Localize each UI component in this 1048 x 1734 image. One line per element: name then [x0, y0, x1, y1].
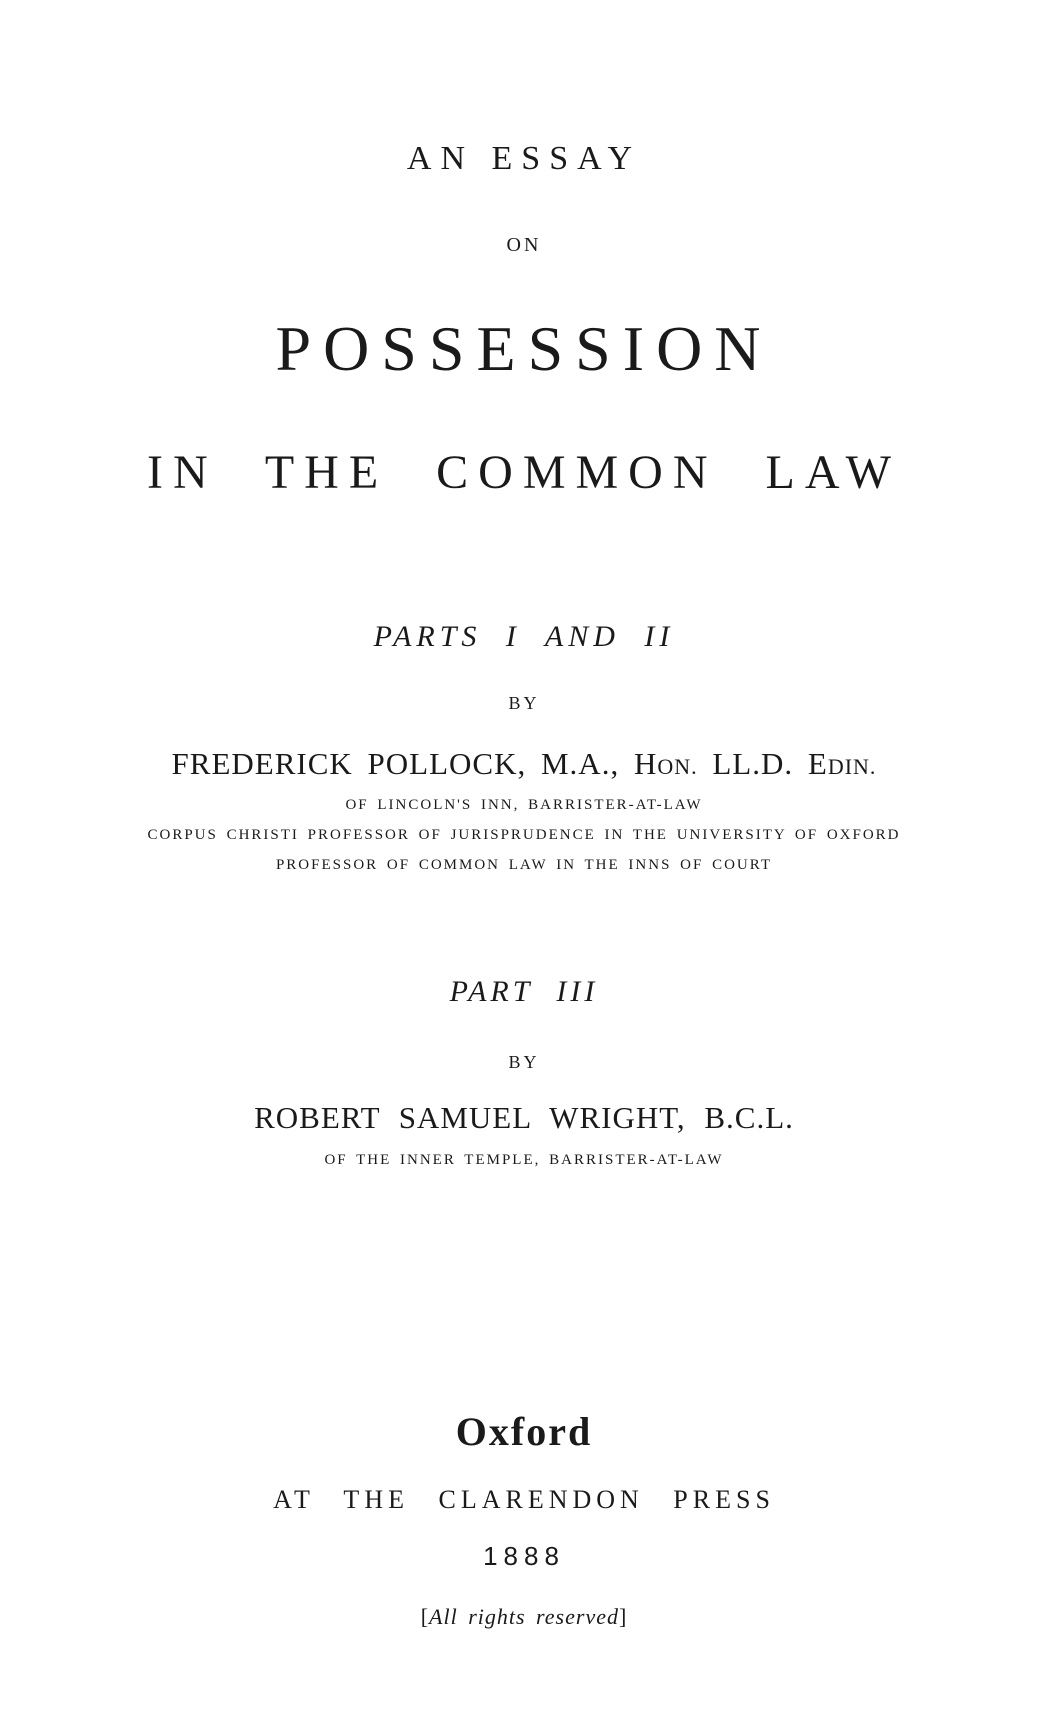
author-2-name: ROBERT SAMUEL WRIGHT, B.C.L.: [254, 1100, 794, 1135]
author-1-hon: [634, 746, 698, 781]
imprint-press: AT THE CLARENDON PRESS: [273, 1485, 775, 1514]
heading-in-the-common-law: IN THE COMMON LAW: [147, 446, 901, 499]
author-1-hon-initial: H: [633, 746, 658, 781]
heading-on: ON: [506, 234, 542, 256]
parts-1-and-2-label: PARTS I AND II: [373, 620, 675, 653]
author-1-credit-inn: OF LINCOLN'S INN, BARRISTER-AT-LAW: [345, 797, 703, 813]
rights-notice: [0, 1604, 1048, 1630]
author-1-name: [0, 746, 1048, 782]
part-3-label: PART III: [449, 975, 599, 1008]
author-1-hon-rest: ON.: [657, 754, 698, 779]
heading-an-essay: AN ESSAY: [406, 140, 642, 177]
author-1-edin: [808, 746, 877, 781]
author-1-edin-initial: E: [807, 746, 828, 781]
imprint-year: 1888: [483, 1541, 565, 1571]
rights-text: All rights reserved: [429, 1604, 619, 1629]
rights-close-bracket: ]: [618, 1604, 628, 1629]
rights-open-bracket: [: [420, 1604, 430, 1629]
author-1-credit-common-law: PROFESSOR OF COMMON LAW IN THE INNS OF COURT: [275, 857, 773, 873]
author-1-credit-professorship: CORPUS CHRISTI PROFESSOR OF JURISPRUDENCE IN THE UNIVERSITY OF OXFORD: [147, 827, 901, 843]
author-1-edin-rest: DIN.: [827, 754, 877, 779]
by-label-1: BY: [508, 693, 540, 713]
author-1-degree: LL.D.: [712, 746, 794, 781]
by-label-2: BY: [508, 1052, 540, 1072]
author-1-name-text: FREDERICK POLLOCK, M.A.,: [171, 746, 620, 781]
author-2-credit: OF THE INNER TEMPLE, BARRISTER-AT-LAW: [324, 1152, 724, 1168]
heading-possession: POSSESSION: [275, 313, 773, 384]
imprint-city: Oxford: [455, 1409, 593, 1454]
